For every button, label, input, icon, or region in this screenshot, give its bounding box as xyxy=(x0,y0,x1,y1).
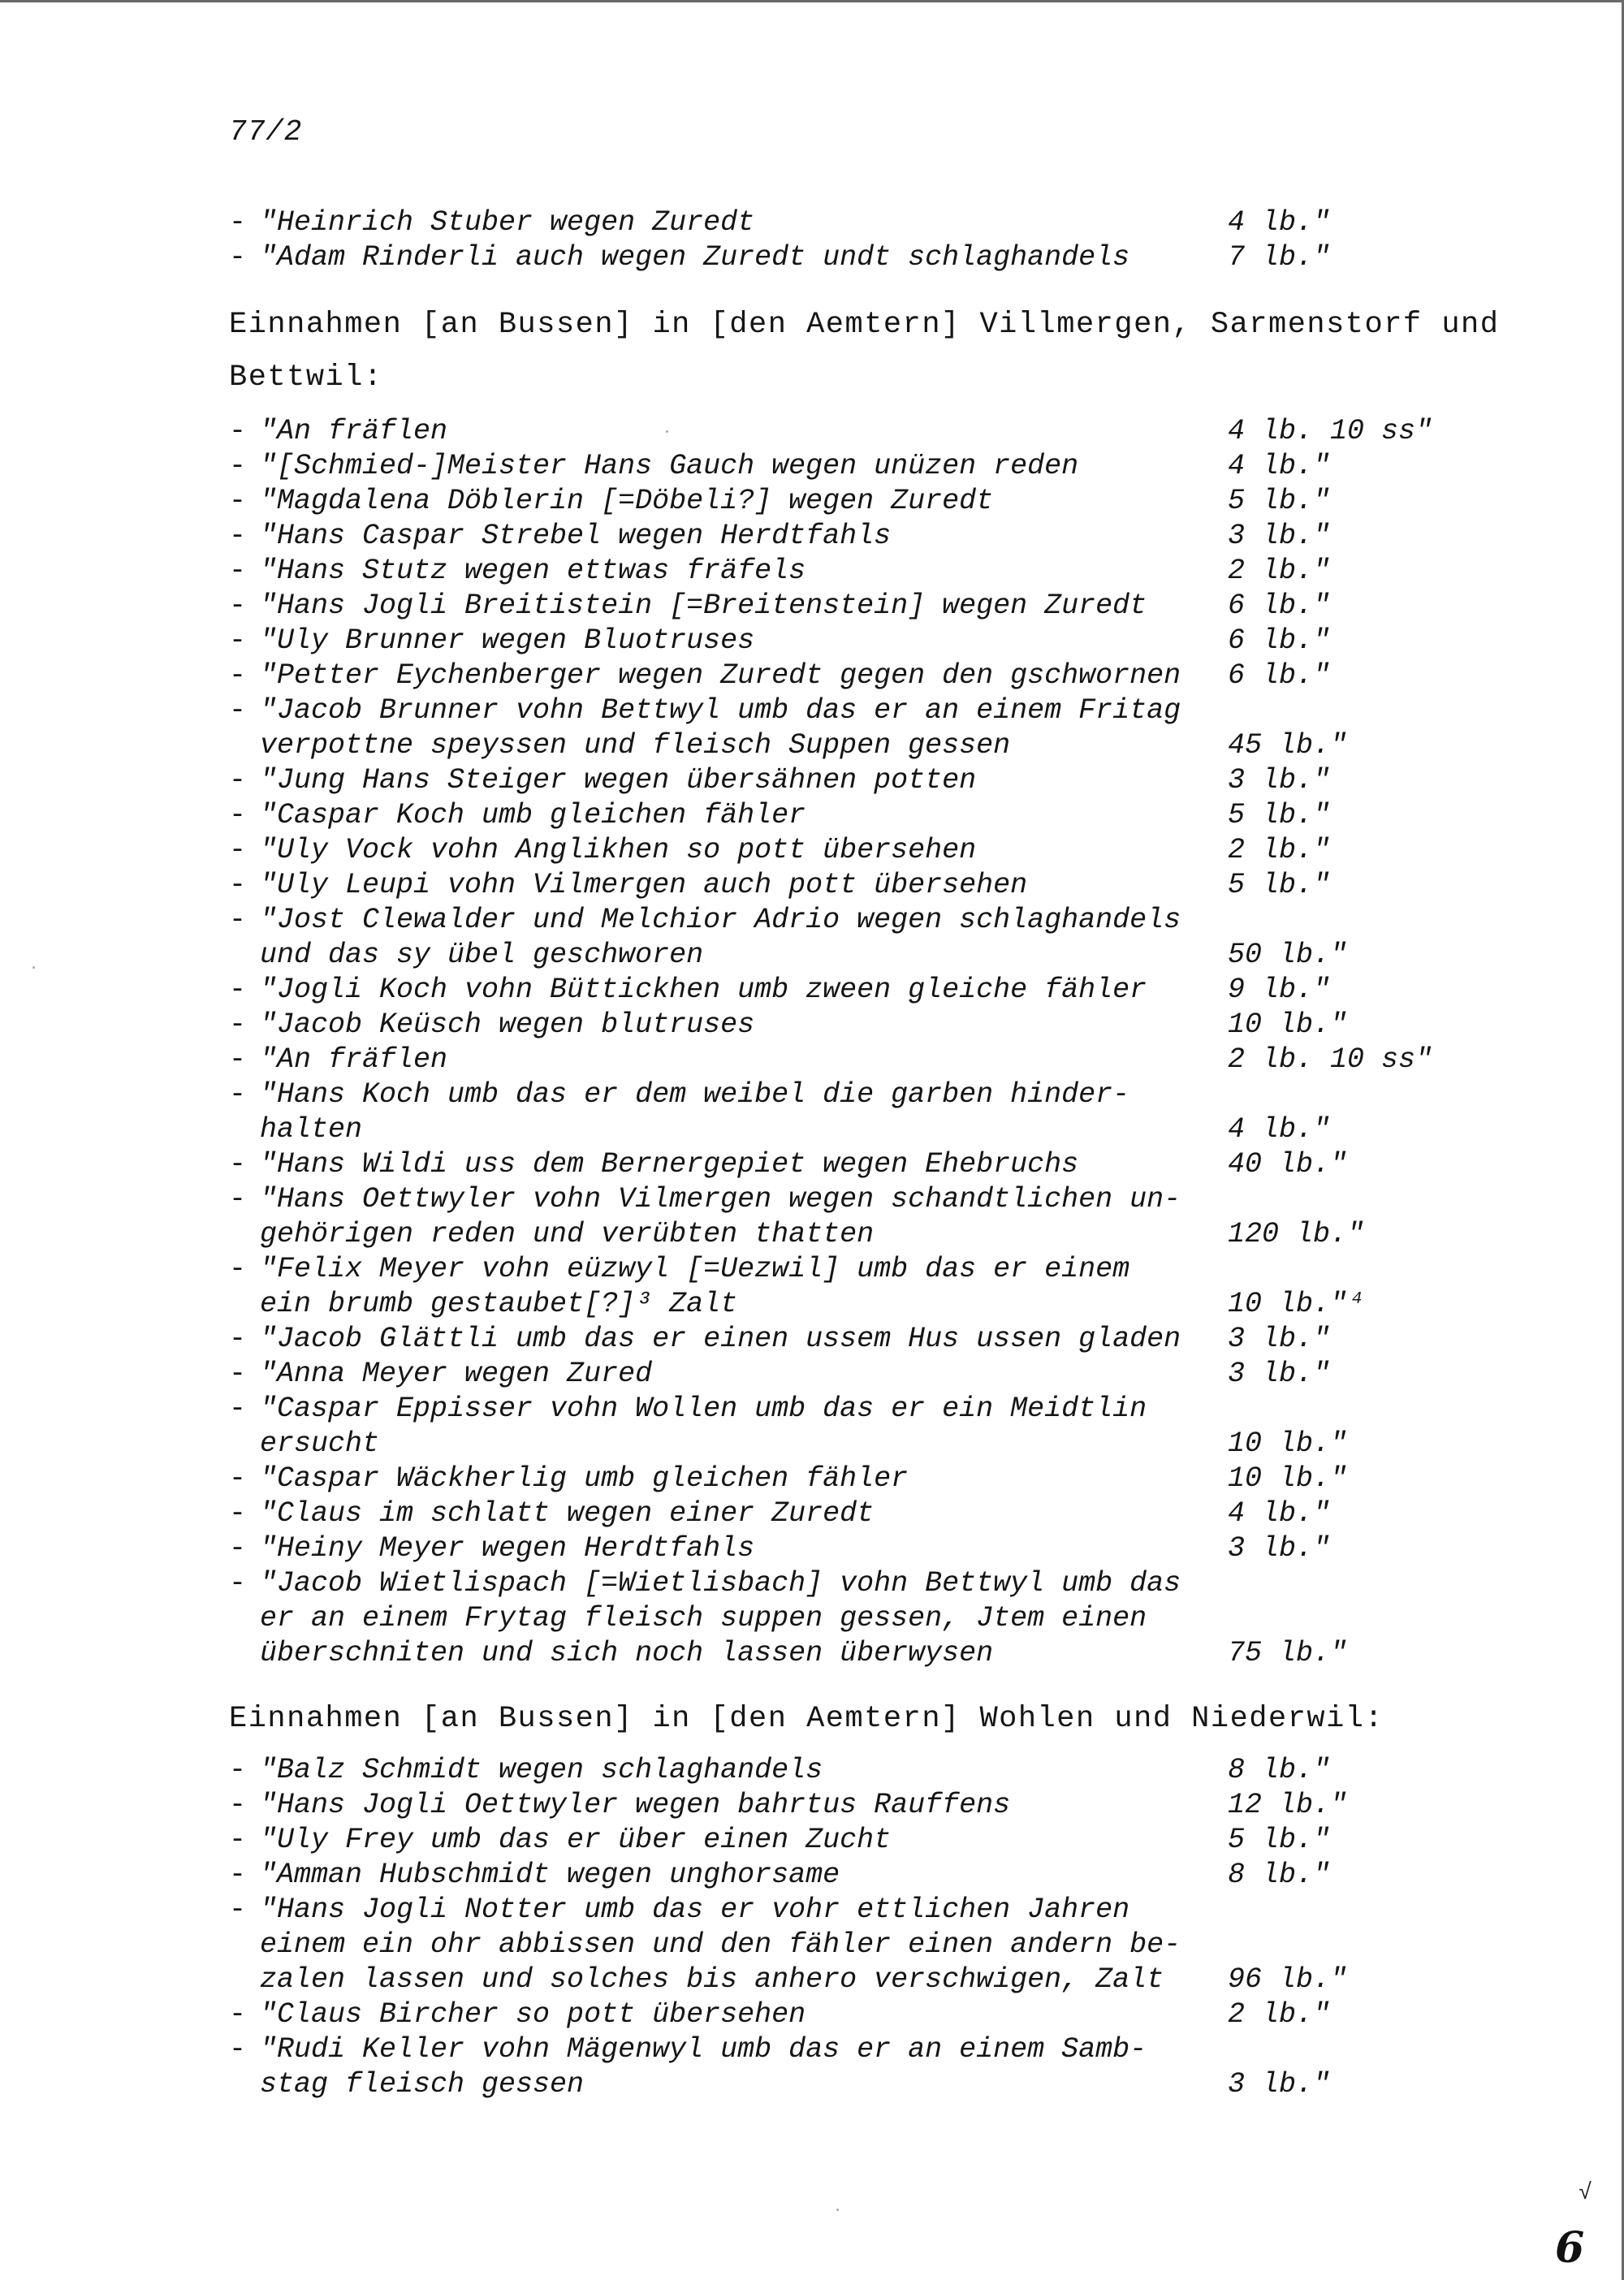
entry-text: - "An fräflen xyxy=(229,1043,1496,1077)
entry-text: - "Hans Jogli Breitistein [=Breitenstein] wegen Zuredt xyxy=(229,589,1496,624)
entry-text: - "Uly Brunner wegen Bluotruses xyxy=(229,624,1496,659)
list-item xyxy=(229,240,1496,275)
entry-text: - "Heiny Meyer wegen Herdtfahls xyxy=(229,1531,1496,1566)
entry-amount: 3 lb." xyxy=(1228,1532,1331,1565)
list-item xyxy=(229,1531,1496,1566)
entry-text: - "An fräflen xyxy=(229,414,1496,449)
entry-amount: 8 lb." xyxy=(1228,1859,1331,1891)
list-item xyxy=(229,1462,1496,1496)
scan-speck xyxy=(666,430,668,433)
handwritten-page-number: 6 xyxy=(1555,2223,1585,2273)
list-item xyxy=(229,519,1496,554)
entry-text: - "Hans Oettwyler vohn Vilmergen wegen schandtlichen un- gehörigen reden und verübten thatten xyxy=(229,1182,1496,1252)
entry-text: - "Jung Hans Steiger wegen übersähnen potten xyxy=(229,763,1496,798)
list-item xyxy=(229,449,1496,484)
list-item xyxy=(229,798,1496,833)
entry-amount: 4 lb. 10 ss" xyxy=(1228,415,1433,447)
entry-amount: 9 lb." xyxy=(1228,974,1331,1006)
list-item xyxy=(229,1077,1496,1147)
entry-amount: 10 lb." xyxy=(1228,1008,1348,1041)
section-heading-villmergen: Einnahmen [an Bussen] in [den Aemtern] Villmergen, Sarmenstorf und Bettwil: xyxy=(229,308,1500,395)
list-item xyxy=(229,205,1496,240)
list-item xyxy=(229,693,1496,763)
entry-amount: 10 lb." xyxy=(1228,1427,1348,1460)
entry-amount: 6 lb." xyxy=(1228,624,1331,657)
list-item xyxy=(229,414,1496,449)
entry-text: - "Hans Stutz wegen ettwas fräfels xyxy=(229,554,1496,589)
entry-text: - "Claus im schlatt wegen einer Zuredt xyxy=(229,1496,1496,1531)
entry-amount: 2 lb." xyxy=(1228,1998,1331,2031)
entry-text: - "Petter Eychenberger wegen Zuredt gegen den gschwornen xyxy=(229,659,1496,693)
entry-text: - "Jacob Brunner vohn Bettwyl umb das er an einem Fritag verpottne speyssen und fleisch Suppen gessen xyxy=(229,693,1496,763)
list-item xyxy=(229,1008,1496,1043)
list-item xyxy=(229,1496,1496,1531)
entry-amount: 96 lb." xyxy=(1228,1963,1348,1996)
entry-amount: 7 lb." xyxy=(1228,241,1331,274)
entry-text: - "Uly Frey umb das er über einen Zucht xyxy=(229,1823,1496,1858)
entry-text: - "Heinrich Stuber wegen Zuredt xyxy=(229,205,1496,240)
entry-amount: 12 lb." xyxy=(1228,1789,1348,1821)
section-heading-wohlen: Einnahmen [an Bussen] in [den Aemtern] Wohlen und Niederwil: xyxy=(229,1702,1384,1736)
entry-text: - "Hans Wildi uss dem Bernergepiet wegen Ehebruchs xyxy=(229,1147,1496,1182)
list-item xyxy=(229,1566,1496,1671)
entry-amount: 6 lb." xyxy=(1228,589,1331,622)
entry-text: - "Felix Meyer vohn eüzwyl [=Uezwil] umb das er einem ein brumb gestaubet[?]³ Zalt xyxy=(229,1252,1496,1322)
entry-text: - "Amman Hubschmidt wegen unghorsame xyxy=(229,1858,1496,1893)
entry-text: - "Hans Caspar Strebel wegen Herdtfahls xyxy=(229,519,1496,554)
entry-amount: 4 lb." xyxy=(1228,1497,1331,1530)
scan-speck xyxy=(836,2209,839,2211)
entry-list-villmergen xyxy=(229,414,1496,1671)
entry-text: - "Jogli Koch vohn Büttickhen umb zween gleiche fähler xyxy=(229,973,1496,1008)
list-item xyxy=(229,973,1496,1008)
entry-text: - "Magdalena Döblerin [=Döbeli?] wegen Zuredt xyxy=(229,484,1496,519)
entry-text: - "Uly Vock vohn Anglikhen so pott übersehen xyxy=(229,833,1496,868)
scan-speck xyxy=(32,966,35,969)
list-item xyxy=(229,1997,1496,2032)
entry-amount: 4 lb." xyxy=(1228,450,1331,482)
entry-text: - "Jost Clewalder und Melchior Adrio wegen schlaghandels und das sy übel geschworen xyxy=(229,903,1496,973)
entry-amount: 5 lb." xyxy=(1228,1824,1331,1856)
entry-text: - "Anna Meyer wegen Zured xyxy=(229,1357,1496,1392)
entry-list-continuation xyxy=(229,205,1496,275)
entry-list-wohlen xyxy=(229,1753,1496,2102)
entry-amount: 45 lb." xyxy=(1228,729,1348,762)
entry-amount: 50 lb." xyxy=(1228,939,1348,971)
list-item xyxy=(229,833,1496,868)
entry-amount: 5 lb." xyxy=(1228,485,1331,517)
entry-amount: 8 lb." xyxy=(1228,1754,1331,1786)
entry-text: - "Hans Jogli Oettwyler wegen bahrtus Rauffens xyxy=(229,1788,1496,1823)
check-mark-icon: √ xyxy=(1579,2181,1592,2206)
list-item xyxy=(229,868,1496,903)
entry-text: - "Jacob Wietlispach [=Wietlisbach] vohn Bettwyl umb das er an einem Frytag fleisch suppen gessen, Jtem einen überschniten und sich noch lassen überwysen xyxy=(229,1566,1496,1671)
list-item xyxy=(229,1753,1496,1788)
page-number: 77/2 xyxy=(229,115,303,149)
entry-amount: 10 lb."⁴ xyxy=(1228,1288,1365,1320)
list-item xyxy=(229,624,1496,659)
entry-amount: 3 lb." xyxy=(1228,2068,1331,2101)
entry-text: - "Hans Jogli Notter umb das er vohr ettlichen Jahren einem ein ohr abbissen und den fähler einen andern be- zalen lassen und solches bis anhero verschwigen, Zalt xyxy=(229,1893,1496,1997)
list-item xyxy=(229,763,1496,798)
entry-amount: 10 lb." xyxy=(1228,1462,1348,1495)
list-item xyxy=(229,1893,1496,1997)
list-item xyxy=(229,554,1496,589)
entry-amount: 120 lb." xyxy=(1228,1218,1365,1250)
entry-text: - "Caspar Wäckherlig umb gleichen fähler xyxy=(229,1462,1496,1496)
list-item xyxy=(229,589,1496,624)
entry-amount: 4 lb." xyxy=(1228,1113,1331,1146)
entry-text: - "[Schmied-]Meister Hans Gauch wegen unüzen reden xyxy=(229,449,1496,484)
list-item xyxy=(229,1147,1496,1182)
entry-text: - "Jacob Glättli umb das er einen ussem Hus ussen gladen xyxy=(229,1322,1496,1357)
entry-text: - "Rudi Keller vohn Mägenwyl umb das er an einem Samb- stag fleisch gessen xyxy=(229,2032,1496,2102)
list-item xyxy=(229,1788,1496,1823)
list-item xyxy=(229,1357,1496,1392)
entry-amount: 75 lb." xyxy=(1228,1637,1348,1669)
entry-amount: 4 lb." xyxy=(1228,206,1331,239)
list-item xyxy=(229,1322,1496,1357)
entry-amount: 2 lb." xyxy=(1228,555,1331,587)
list-item xyxy=(229,1252,1496,1322)
list-item xyxy=(229,659,1496,693)
entry-amount: 5 lb." xyxy=(1228,869,1331,901)
entry-amount: 3 lb." xyxy=(1228,764,1331,797)
entry-text: - "Jacob Keüsch wegen blutruses xyxy=(229,1008,1496,1043)
entry-amount: 6 lb." xyxy=(1228,659,1331,692)
list-item xyxy=(229,2032,1496,2102)
list-item xyxy=(229,1858,1496,1893)
list-item xyxy=(229,903,1496,973)
entry-text: - "Caspar Koch umb gleichen fähler xyxy=(229,798,1496,833)
entry-amount: 3 lb." xyxy=(1228,1358,1331,1390)
list-item xyxy=(229,1043,1496,1077)
entry-amount: 5 lb." xyxy=(1228,799,1331,831)
list-item xyxy=(229,1392,1496,1462)
entry-amount: 3 lb." xyxy=(1228,520,1331,552)
page-frame-top xyxy=(0,0,1624,2)
entry-text: - "Adam Rinderli auch wegen Zuredt undt schlaghandels xyxy=(229,240,1496,275)
entry-amount: 40 lb." xyxy=(1228,1148,1348,1181)
list-item xyxy=(229,484,1496,519)
entry-amount: 2 lb. 10 ss" xyxy=(1228,1043,1433,1076)
entry-text: - "Balz Schmidt wegen schlaghandels xyxy=(229,1753,1496,1788)
entry-text: - "Hans Koch umb das er dem weibel die garben hinder- halten xyxy=(229,1077,1496,1147)
entry-amount: 3 lb." xyxy=(1228,1323,1331,1355)
entry-text: - "Uly Leupi vohn Vilmergen auch pott übersehen xyxy=(229,868,1496,903)
list-item xyxy=(229,1823,1496,1858)
list-item xyxy=(229,1182,1496,1252)
entry-text: - "Caspar Eppisser vohn Wollen umb das er ein Meidtlin ersucht xyxy=(229,1392,1496,1462)
entry-text: - "Claus Bircher so pott übersehen xyxy=(229,1997,1496,2032)
entry-amount: 2 lb." xyxy=(1228,834,1331,866)
